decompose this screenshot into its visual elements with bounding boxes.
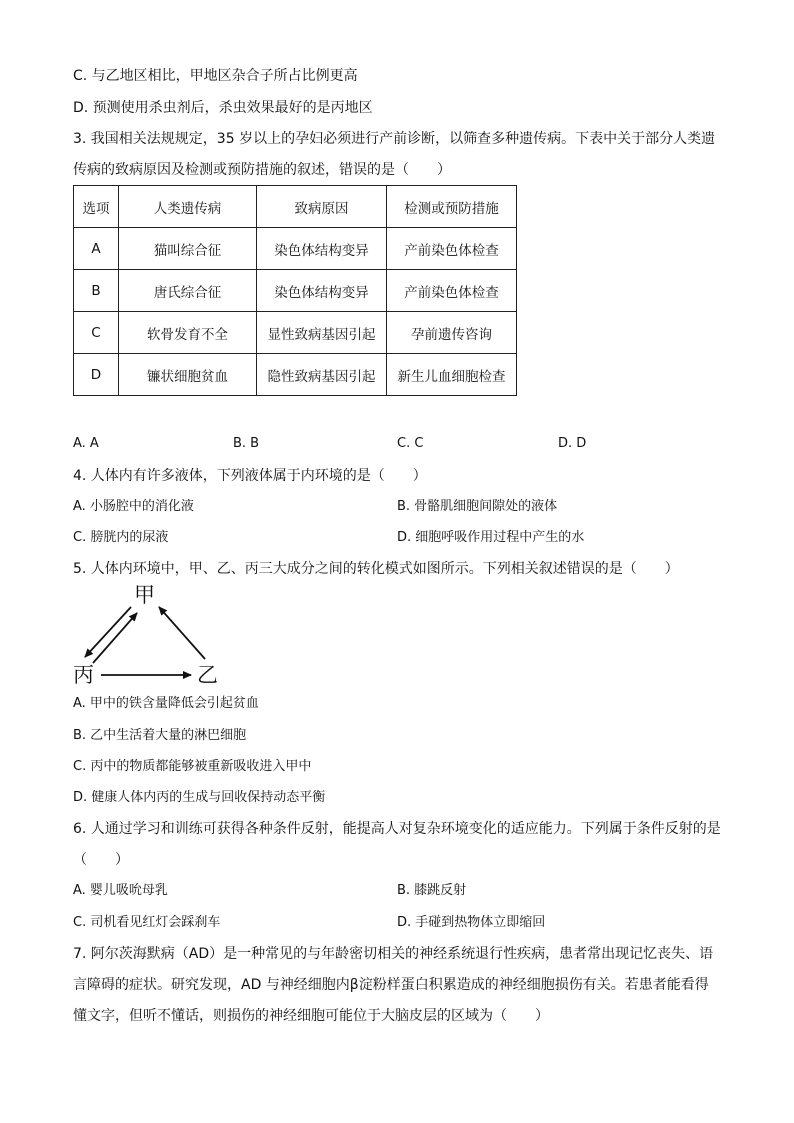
arrow-yi-to-jia bbox=[159, 607, 205, 659]
table-row bbox=[74, 228, 517, 270]
table-header-cell: 致病原因 bbox=[257, 186, 387, 228]
q3-stem-line2: 传病的致病原因及检测或预防措施的叙述，错误的是（ ） bbox=[73, 162, 451, 178]
q4-option-b: B. 骨骼肌细胞间隙处的液体 bbox=[397, 499, 558, 514]
table-cell: 产前染色体检查 bbox=[387, 228, 517, 270]
table-cell: 染色体结构变异 bbox=[257, 228, 387, 270]
q5-option-c: C. 丙中的物质都能够被重新吸收进入甲中 bbox=[73, 759, 312, 774]
arrow-bing-to-jia bbox=[93, 613, 137, 663]
diagram-node-jia: 甲 bbox=[134, 583, 155, 607]
q5-stem: 5. 人体内环境中，甲、乙、丙三大成分之间的转化模式如图所示。下列相关叙述错误的是（ ） bbox=[73, 561, 679, 577]
table-row bbox=[74, 312, 517, 354]
q7-stem-line3: 懂文字，但听不懂话，则损伤的神经细胞可能位于大脑皮层的区域为（ ） bbox=[73, 1008, 549, 1024]
q4-option-c: C. 膀胱内的尿液 bbox=[73, 530, 169, 545]
table-cell: 唐氏综合征 bbox=[119, 270, 257, 312]
q3-option-c: C. C bbox=[397, 436, 424, 451]
q4-option-a: A. 小肠腔中的消化液 bbox=[73, 499, 194, 514]
table-cell: 染色体结构变异 bbox=[257, 270, 387, 312]
table-cell: 孕前遗传咨询 bbox=[387, 312, 517, 354]
q7-stem-line2: 言障碍的症状。研究发现，AD 与神经细胞内β淀粉样蛋白积累造成的神经细胞损伤有关。若患者能看得 bbox=[73, 977, 709, 993]
q6-stem-line2: （ ） bbox=[73, 852, 129, 868]
q3-option-d: D. D bbox=[558, 436, 587, 451]
table-cell: 软骨发育不全 bbox=[119, 312, 257, 354]
table-header-cell: 选项 bbox=[74, 186, 119, 228]
table-header-cell: 人类遗传病 bbox=[119, 186, 257, 228]
q2-option-c: C. 与乙地区相比，甲地区杂合子所占比例更高 bbox=[73, 68, 358, 84]
table-cell: 猫叫综合征 bbox=[119, 228, 257, 270]
q3-option-a: A. A bbox=[73, 436, 99, 451]
table-cell: C bbox=[74, 312, 119, 354]
q5-option-d: D. 健康人体内丙的生成与回收保持动态平衡 bbox=[73, 790, 326, 805]
q5-option-b: B. 乙中生活着大量的淋巴细胞 bbox=[73, 728, 247, 743]
q6-option-b: B. 膝跳反射 bbox=[397, 883, 467, 898]
q3-stem-line1: 3. 我国相关法规规定，35 岁以上的孕妇必须进行产前诊断，以筛查多种遗传病。下表中关于部分人类遗 bbox=[73, 131, 716, 147]
q6-option-c: C. 司机看见红灯会踩刹车 bbox=[73, 915, 221, 930]
arrow-jia-to-bing bbox=[85, 607, 131, 657]
q4-stem: 4. 人体内有许多液体，下列液体属于内环境的是（ ） bbox=[73, 468, 427, 484]
table-cell: B bbox=[74, 270, 119, 312]
table-cell: D bbox=[74, 354, 119, 396]
q6-option-d: D. 手碰到热物体立即缩回 bbox=[397, 915, 546, 930]
genetic-disease-table bbox=[73, 185, 517, 396]
table-cell: 镰状细胞贫血 bbox=[119, 354, 257, 396]
table-header-row bbox=[74, 186, 517, 228]
q3-option-b: B. B bbox=[233, 436, 260, 451]
table-cell: 显性致病基因引起 bbox=[257, 312, 387, 354]
q5-option-a: A. 甲中的铁含量降低会引起贫血 bbox=[73, 696, 259, 711]
q4-option-d: D. 细胞呼吸作用过程中产生的水 bbox=[397, 530, 585, 545]
q2-option-d: D. 预测使用杀虫剂后，杀虫效果最好的是丙地区 bbox=[73, 100, 373, 116]
table-cell: 隐性致病基因引起 bbox=[257, 354, 387, 396]
table-cell: A bbox=[74, 228, 119, 270]
table-cell: 产前染色体检查 bbox=[387, 270, 517, 312]
table-cell: 新生儿血细胞检查 bbox=[387, 354, 517, 396]
table-row bbox=[74, 354, 517, 396]
table-row bbox=[74, 270, 517, 312]
q6-option-a: A. 婴儿吸吮母乳 bbox=[73, 883, 168, 898]
diagram-node-bing: 丙 bbox=[73, 663, 94, 687]
body-fluid-diagram bbox=[73, 585, 223, 689]
diagram-node-yi: 乙 bbox=[197, 663, 218, 687]
table-header-cell: 检测或预防措施 bbox=[387, 186, 517, 228]
q7-stem-line1: 7. 阿尔茨海默病（AD）是一种常见的与年龄密切相关的神经系统退行性疾病，患者常出现记忆丧失、语 bbox=[73, 946, 714, 962]
q6-stem-line1: 6. 人通过学习和训练可获得各种条件反射，能提高人对复杂环境变化的适应能力。下列属于条件反射的是 bbox=[73, 821, 721, 837]
